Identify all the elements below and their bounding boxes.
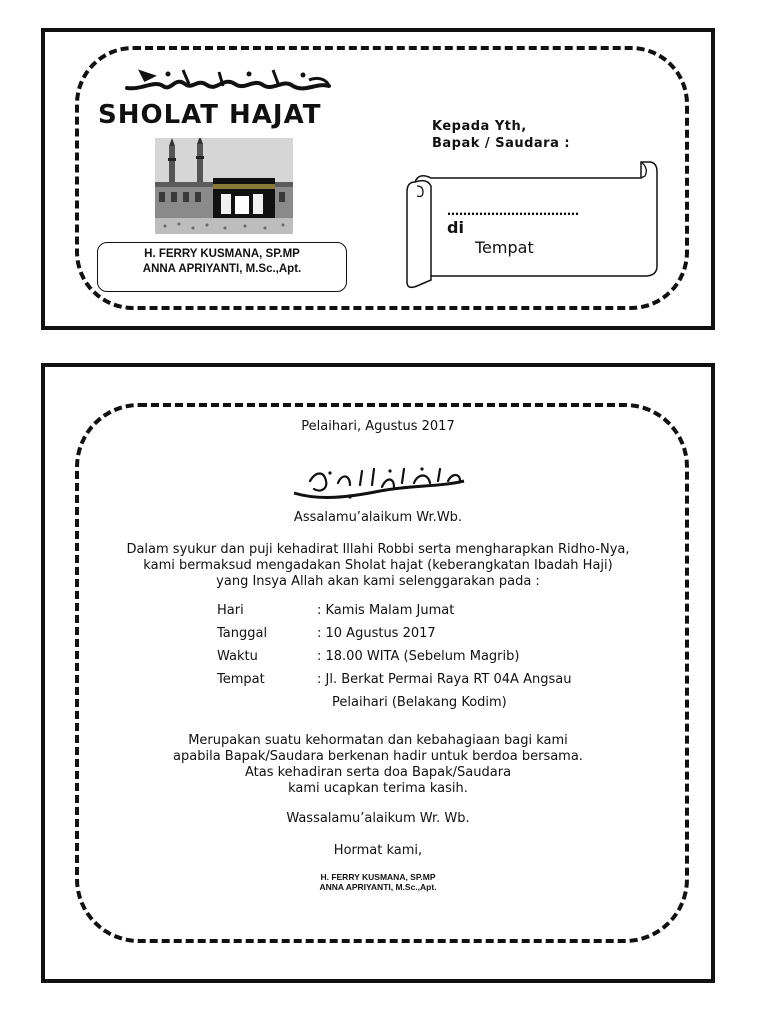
detail-value: : 10 Agustus 2017 xyxy=(317,626,436,641)
to-recipient: Bapak / Saudara : xyxy=(432,136,571,151)
kaaba-photo xyxy=(155,138,293,234)
intro-line: yang Insya Allah akan kami selenggarakan pada : xyxy=(216,574,540,589)
event-title: SHOLAT HAJAT xyxy=(98,100,322,130)
detail-place-continuation: Pelaihari (Belakang Kodim) xyxy=(332,695,507,710)
closing-line: Atas kehadiran serta doa Bapak/Saudara xyxy=(244,765,512,780)
detail-value: : Jl. Berkat Permai Raya RT 04A Angsau xyxy=(317,672,572,687)
signature-name: H. FERRY KUSMANA, SP.MP xyxy=(320,872,436,882)
regards: Hormat kami, xyxy=(333,843,423,858)
bismillah-calligraphy xyxy=(290,463,468,503)
detail-value: : Kamis Malam Jumat xyxy=(317,603,455,618)
invitation-letter xyxy=(41,363,715,983)
host-name: ANNA APRIYANTI, M.Sc.,Apt. xyxy=(142,263,302,275)
intro-paragraph xyxy=(45,542,711,590)
closing-line: Merupakan suatu kehormatan dan kebahagiaan bagi kami xyxy=(188,733,568,748)
detail-label: Waktu xyxy=(217,649,258,664)
detail-label: Hari xyxy=(217,603,244,618)
di-label: di xyxy=(447,218,464,237)
closing-paragraph xyxy=(45,733,711,797)
host-name: H. FERRY KUSMANA, SP.MP xyxy=(144,248,300,260)
signature xyxy=(45,872,711,892)
farewell: Wassalamu’alaikum Wr. Wb. xyxy=(286,811,470,826)
closing-line: kami ucapkan terima kasih. xyxy=(288,781,468,796)
recipient-dots: …………………………… xyxy=(447,204,579,218)
to-label: Kepada Yth, xyxy=(432,119,527,134)
closing-line: apabila Bapak/Saudara berkenan hadir untuk berdoa bersama. xyxy=(173,749,583,764)
undangan-calligraphy-logo xyxy=(123,66,333,96)
greeting: Assalamu’alaikum Wr.Wb. xyxy=(293,510,463,525)
place-date: Pelaihari, Agustus 2017 xyxy=(301,419,455,434)
signature-name: ANNA APRIYANTI, M.Sc.,Apt. xyxy=(319,882,437,892)
hosts-box xyxy=(97,242,347,292)
detail-label: Tanggal xyxy=(217,626,268,641)
detail-value: : 18.00 WITA (Sebelum Magrib) xyxy=(317,649,520,664)
intro-line: kami bermaksud mengadakan Sholat hajat (keberangkatan Ibadah Haji) xyxy=(143,558,613,573)
intro-line: Dalam syukur dan puji kehadirat Illahi Robbi serta mengharapkan Ridho-Nya, xyxy=(126,542,630,557)
detail-label: Tempat xyxy=(217,672,265,687)
invitation-cover xyxy=(41,28,715,330)
recipient-block xyxy=(432,118,570,152)
place-label: Tempat xyxy=(475,238,534,257)
scroll-banner xyxy=(405,158,661,290)
